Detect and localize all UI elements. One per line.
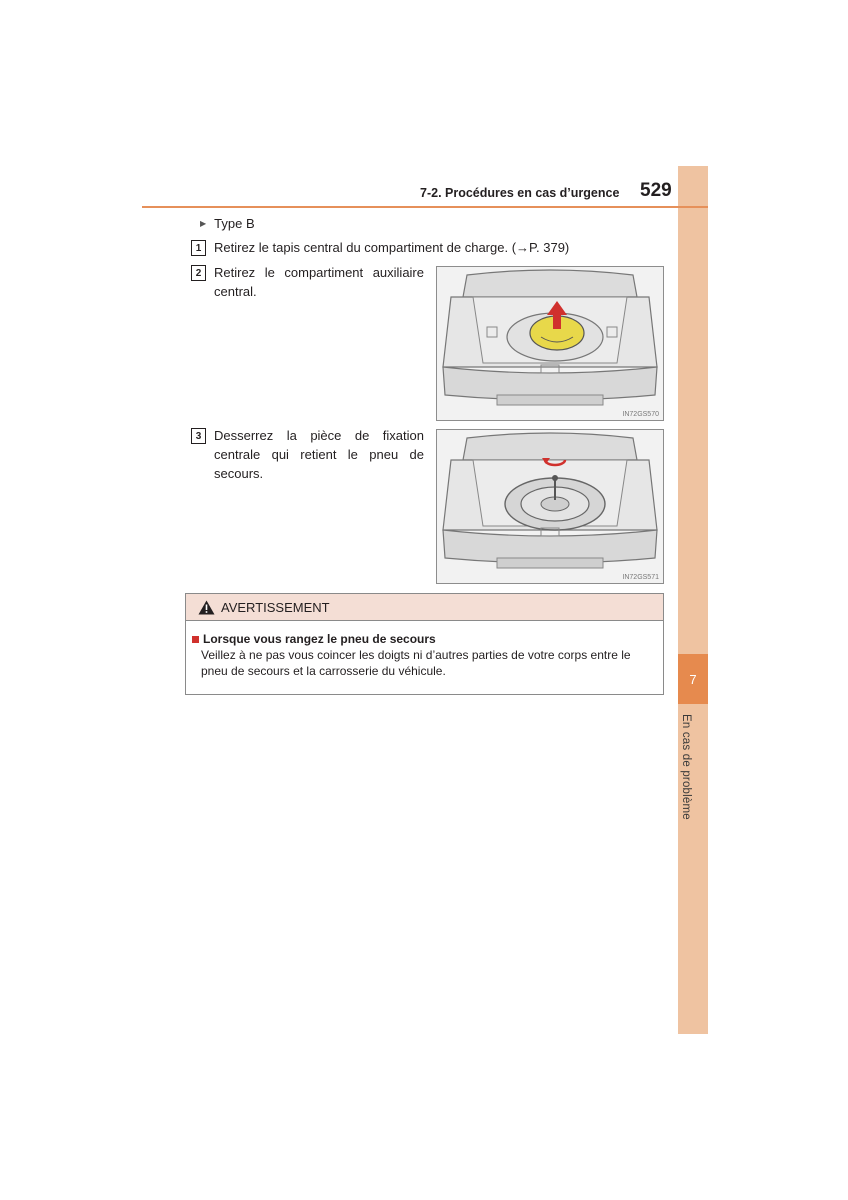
- figure-code: IN72GS570: [622, 411, 659, 418]
- section-title: 7-2. Procédures en cas d’urgence: [420, 186, 620, 200]
- warning-body: [186, 621, 663, 679]
- warning-text: Veillez à ne pas vous coincer les doigts ni d’autres parties de votre corps entre le pneu de secours et la carrosserie du véhicule.: [201, 648, 631, 678]
- step-number-box: 3: [191, 428, 206, 444]
- step-text: Desserrez la pièce de fixation centrale qui retient le pneu de secours.: [214, 428, 424, 481]
- figure-code: IN72GS571: [622, 574, 659, 581]
- figure-trunk-compartment: [436, 266, 664, 421]
- header-rule: [142, 206, 708, 208]
- spare-tire-illustration: [437, 430, 663, 583]
- page-number: 529: [640, 180, 672, 201]
- triangle-right-icon: ▶: [200, 219, 207, 228]
- warning-box: [185, 593, 664, 695]
- square-marker-icon: [192, 636, 199, 643]
- trunk-illustration: [437, 267, 663, 420]
- chapter-side-tab: [678, 166, 708, 1034]
- step-number-box: 1: [191, 240, 206, 256]
- chapter-number: 7: [689, 671, 697, 687]
- warning-triangle-icon: [198, 600, 215, 615]
- warning-subtitle: Lorsque vous rangez le pneu de secours: [203, 632, 436, 646]
- chapter-number-box: [678, 654, 708, 704]
- warning-title: AVERTISSEMENT: [221, 599, 330, 615]
- step-text: Retirez le compartiment auxiliaire central.: [214, 265, 424, 299]
- warning-header: [186, 594, 663, 621]
- type-label-line: [200, 216, 255, 231]
- step-number-box: 2: [191, 265, 206, 281]
- figure-spare-tire: [436, 429, 664, 584]
- warning-subtitle-line: [192, 631, 655, 647]
- chapter-title: En cas de problème: [680, 714, 692, 820]
- type-label: Type B: [214, 216, 255, 231]
- step-text: Retirez le tapis central du compartiment de charge. (→P. 379): [214, 240, 570, 255]
